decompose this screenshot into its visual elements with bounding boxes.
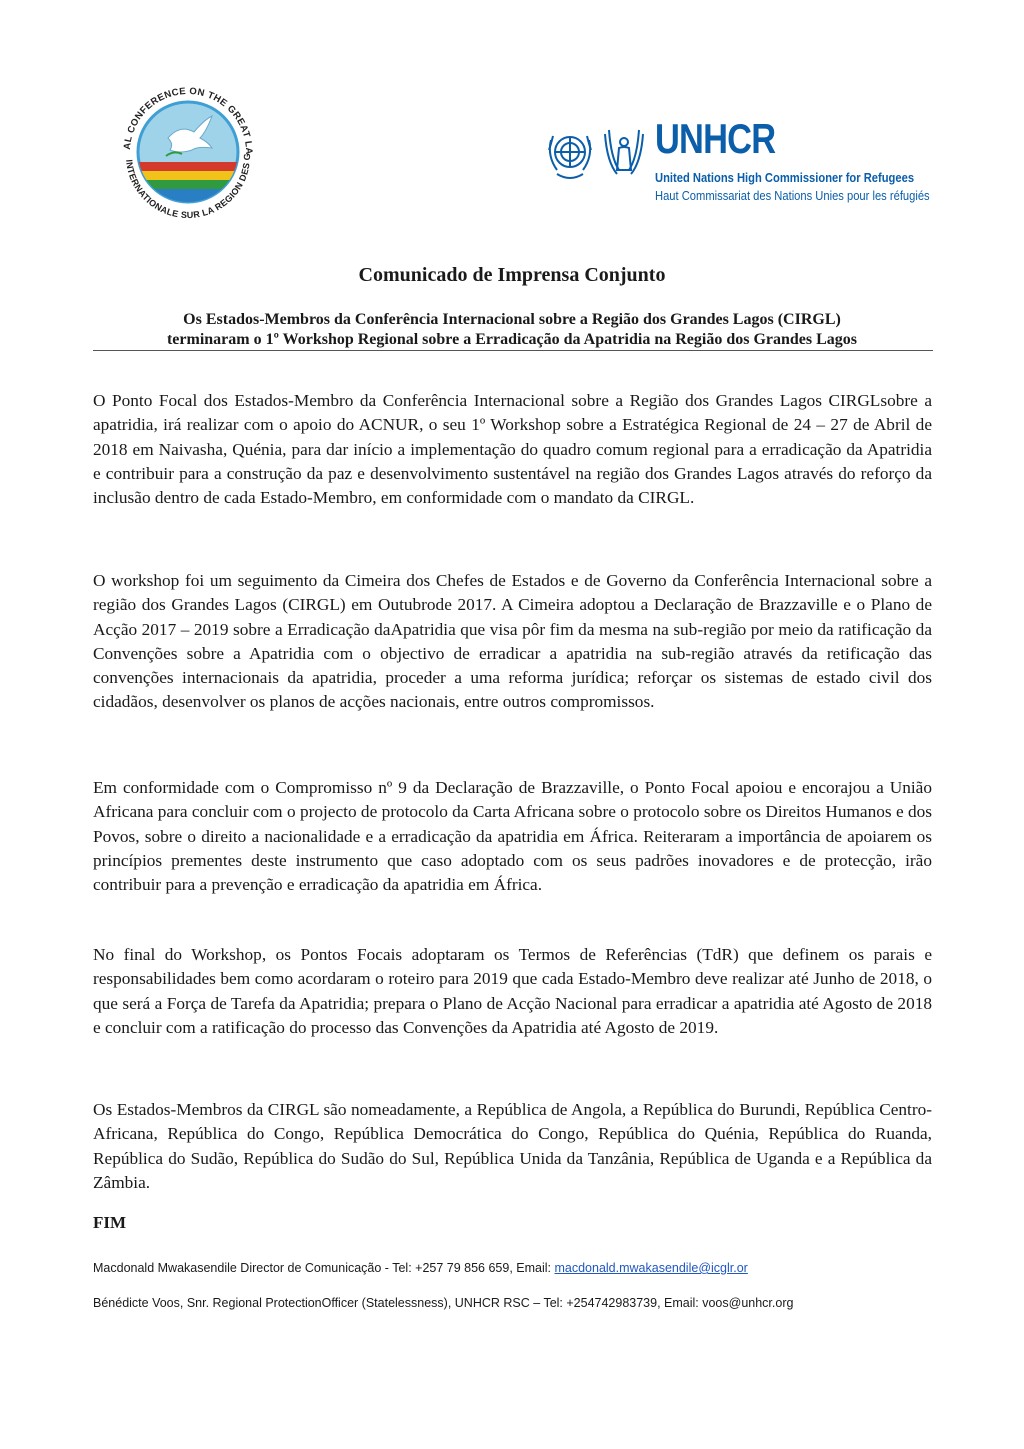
un-emblem-icon [545,122,653,188]
unhcr-wordmark: UNHCR [655,115,776,162]
icglr-emblem [108,70,268,230]
document-subtitle [93,310,931,350]
contact-line-communications [93,1261,748,1275]
unhcr-logo [545,115,930,212]
body-paragraph: Em conformidade com o Compromisso nº 9 da Declaração de Brazzaville, o Ponto Focal apoiou e encorajou a União Africana para concluir com o projecto de protocolo da Carta Africana sobre o protocolo sobre os Direitos Humanos e dos Povos, sobre o direito a nacionalidade e a erradicação da apatridia em África. Reiteraram a importância de apoiarem os princípios prementes deste instrumento que caso adoptado com os seus padrões inovadores e de protecção, irão contribuir para a prevenção e erradicação da apatridia em África. [93,778,932,895]
body-paragraph: Os Estados-Membros da CIRGL são nomeadamente, a República de Angola, a República do Burundi, República Centro-Africana, República do Congo, República Democrática do Congo, República do Quénia, República do Ruanda, República do Sudão, República do Sudão do Sul, República Unida da Tanzânia, República de Uganda e a República da Zâmbia. [93,1100,932,1192]
subtitle-line-2: terminaram o 1º Workshop Regional sobre a Erradicação da Apatridia na Região dos Grandes Lagos [166,331,858,348]
svg-text:INTERNATIONAL CONFERENCE ON TH: AL CONFERENCE ON THE GREAT LA [121,85,255,155]
svg-text:CONFERENCE INTERNATIONALE SUR: INTERNATIONALE SUR LA REGION DES G [124,152,253,221]
email-link[interactable]: macdonald.mwakasendile@icglr.or [554,1261,748,1275]
subtitle-line-1: Os Estados-Membros da Conferência Internacional sobre a Região dos Grandes Lagos (CIRGL) [183,311,841,328]
body-paragraph: O Ponto Focal dos Estados-Membro da Conferência Internacional sobre a Região dos Grandes Lagos CIRGLsobre a apatridia, irá realizar com o apoio do ACNUR, o seu 1º Workshop sobre a Estratégica Regional de 24 – 27 de Abril de 2018 em Naivasha, Quénia, para dar início a implementação do quadro comum regional para a erradicação da Apatridia e contribuir para a construção da paz e desenvolvimento sustentável na região dos Grandes Lagos através do reforço da inclusão dentro de cada Estado-Membro, em conformidade com o mandato da CIRGL. [93,391,932,508]
contact-text: Macdonald Mwakasendile Director de Comunicação - Tel: +257 79 856 659, Email: [93,1261,555,1275]
icglr-logo [108,70,268,230]
unhcr-french-name: Haut Commissariat des Nations Unies pour les réfugiés [655,188,930,203]
body-paragraph: No final do Workshop, os Pontos Focais adoptaram os Termos de Referências (TdR) que definem os parais e responsabilidades bem como acordaram o roteiro para 2019 que cada Estado-Membro deve realizar até Junho de 2018, o que será a Força de Tarefa da Apatridia; prepara o Plano de Acção Nacional para erradicar a apatridia até Agosto de 2018 e concluir com a ratificação do processo das Convenções da Apatridia até Agosto de 2019. [93,945,932,1037]
body-paragraph: O workshop foi um seguimento da Cimeira dos Chefes de Estados e de Governo da Conferência Internacional sobre a região dos Grandes Lagos (CIRGL) em Outubrode 2017. A Cimeira adoptou a Declaração de Brazzaville e o Plano de Acção 2017 – 2019 sobre a Erradicação daApatridia que visa pôr fim da mesma na sub-região por meio da ratificação da Convenções sobre a Apatridia com o objectivo de erradicar a apatridia na sub-região através da retificação das convenções internacionais da apatridia, proceder a uma reforma jurídica; reforçar os sistemas de estado civil dos cidadãos, desenvolver os planos de acções nacionais, entre outros compromissos. [93,571,932,712]
closing-mark: FIM [93,1213,127,1232]
subtitle-divider [93,350,933,351]
document-title: Comunicado de Imprensa Conjunto [358,264,666,286]
contact-line-protection: Bénédicte Voos, Snr. Regional ProtectionOfficer (Statelessness), UNHCR RSC – Tel: +254742983739, Email: voos@unhcr.org [93,1296,794,1310]
refugee-family-icon [605,130,643,174]
unhcr-english-name: United Nations High Commissioner for Refugees [655,170,915,185]
